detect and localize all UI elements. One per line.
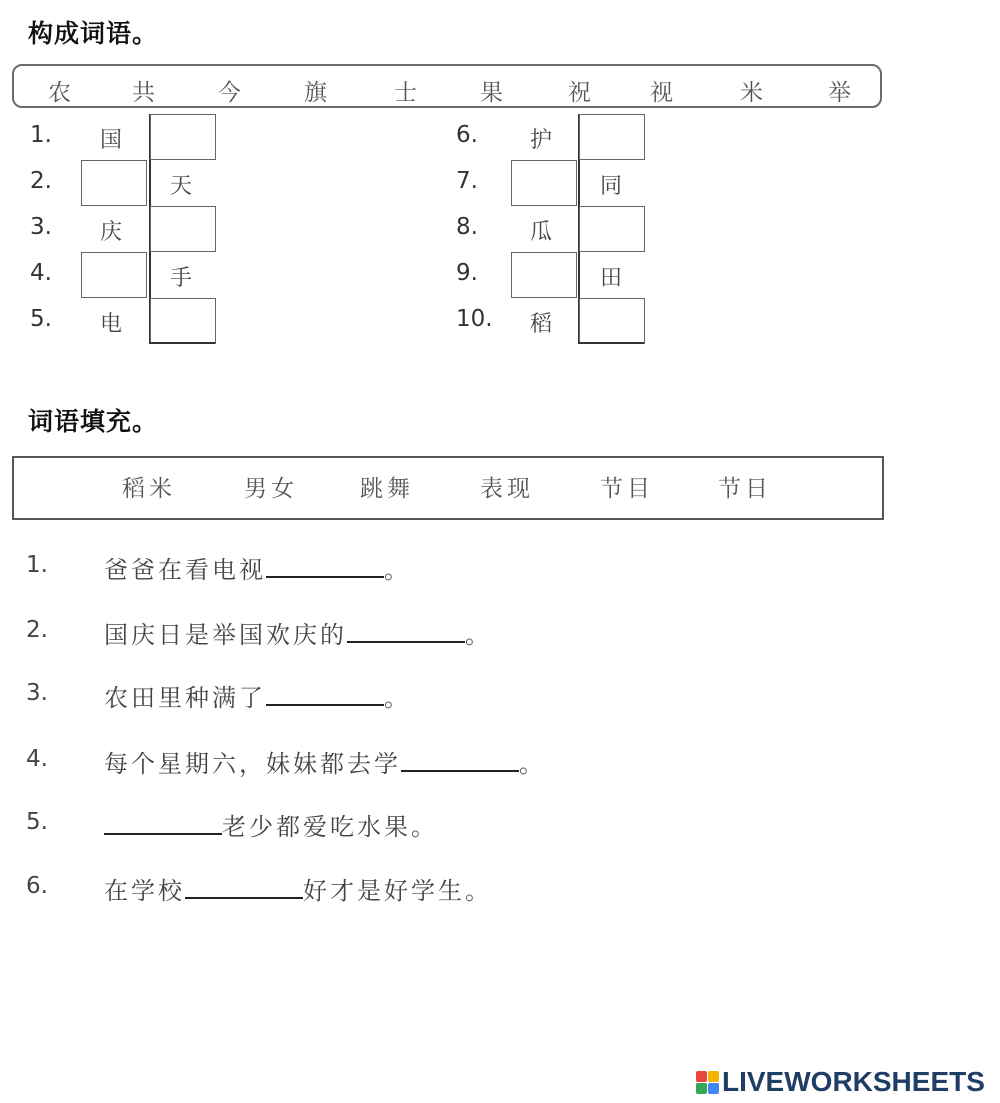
answer-box[interactable] (81, 160, 147, 206)
question-number: 6. (456, 122, 478, 148)
bank-character[interactable]: 祝 (568, 80, 591, 106)
sentence-after-text: 。 (465, 621, 492, 649)
logo-square (696, 1083, 707, 1094)
question-number: 4. (30, 260, 52, 286)
fill-in-sentence (104, 615, 492, 650)
liveworksheets-logo-icon (696, 1071, 719, 1094)
bank-character[interactable]: 共 (132, 80, 155, 106)
question-number: 10. (456, 306, 493, 332)
question-number: 2. (30, 168, 52, 194)
answer-box[interactable] (150, 114, 216, 160)
given-character: 田 (600, 266, 623, 291)
bank-character[interactable]: 士 (394, 80, 417, 106)
sentence-before-text: 国庆日是举国欢庆的 (104, 621, 347, 649)
logo-square (708, 1071, 719, 1082)
bank-word[interactable]: 稻米 (122, 476, 176, 502)
row-divider (149, 252, 151, 298)
given-character: 同 (600, 174, 623, 199)
answer-blank[interactable] (347, 619, 465, 643)
answer-blank[interactable] (185, 875, 303, 899)
bank-character[interactable]: 视 (650, 80, 673, 106)
row-divider (578, 160, 580, 206)
answer-box[interactable] (511, 252, 577, 298)
sentence-number: 6. (26, 873, 48, 899)
sentence-after-text: 老少都爱吃水果。 (222, 813, 438, 841)
question-number: 9. (456, 260, 478, 286)
section1-title: 构成词语。 (28, 19, 159, 48)
row-divider (149, 160, 151, 206)
sentence-before-text: 农田里种满了 (104, 684, 266, 712)
given-character: 稻 (530, 312, 553, 337)
bank-word[interactable]: 节目 (600, 476, 654, 502)
question-number: 5. (30, 306, 52, 332)
bank-word[interactable]: 表现 (480, 476, 534, 502)
character-bank (12, 64, 882, 108)
sentence-number: 5. (26, 809, 48, 835)
liveworksheets-logo (696, 1066, 985, 1098)
fill-in-sentence (104, 807, 438, 842)
row-divider (578, 252, 580, 298)
answer-box[interactable] (579, 298, 645, 344)
answer-blank[interactable] (266, 682, 384, 706)
given-character: 护 (530, 128, 553, 153)
sentence-after-text: 。 (384, 684, 411, 712)
sentence-after-text: 好才是好学生。 (303, 877, 492, 905)
bank-word[interactable]: 男女 (244, 476, 298, 502)
answer-box[interactable] (579, 114, 645, 160)
sentence-before-text: 每个星期六，妹妹都去学 (104, 750, 401, 778)
answer-blank[interactable] (104, 811, 222, 835)
answer-box[interactable] (81, 252, 147, 298)
fill-in-sentence (104, 744, 546, 779)
answer-box[interactable] (579, 206, 645, 252)
logo-square (708, 1083, 719, 1094)
bank-character[interactable]: 农 (48, 80, 71, 106)
given-character: 国 (100, 128, 123, 153)
bank-character[interactable]: 米 (740, 80, 763, 106)
bank-word[interactable]: 跳舞 (360, 476, 414, 502)
given-character: 电 (100, 312, 123, 337)
fill-in-sentence (104, 550, 411, 585)
bank-character[interactable]: 旗 (304, 80, 327, 106)
fill-in-sentence (104, 871, 492, 906)
brand-name: LIVEWORKSHEETS (722, 1066, 985, 1097)
section2-title: 词语填充。 (28, 407, 159, 436)
sentence-number: 3. (26, 680, 48, 706)
grid-bottom-line (578, 342, 644, 344)
bank-character[interactable]: 今 (218, 80, 241, 106)
sentence-before-text: 爸爸在看电视 (104, 556, 266, 584)
sentence-number: 4. (26, 746, 48, 772)
bank-character[interactable]: 举 (828, 80, 851, 106)
answer-box[interactable] (150, 298, 216, 344)
logo-square (696, 1071, 707, 1082)
given-character: 天 (170, 174, 193, 199)
sentence-before-text: 在学校 (104, 877, 185, 905)
question-number: 3. (30, 214, 52, 240)
bank-character[interactable]: 果 (480, 80, 503, 106)
question-number: 8. (456, 214, 478, 240)
given-character: 庆 (100, 220, 123, 245)
given-character: 瓜 (530, 220, 553, 245)
answer-blank[interactable] (266, 554, 384, 578)
sentence-after-text: 。 (384, 556, 411, 584)
sentence-after-text: 。 (519, 750, 546, 778)
answer-blank[interactable] (401, 748, 519, 772)
question-number: 7. (456, 168, 478, 194)
fill-in-sentence (104, 678, 411, 713)
sentence-number: 2. (26, 617, 48, 643)
bank-word[interactable]: 节日 (718, 476, 772, 502)
word-bank (12, 456, 884, 520)
answer-box[interactable] (150, 206, 216, 252)
grid-bottom-line (149, 342, 215, 344)
question-number: 1. (30, 122, 52, 148)
sentence-number: 1. (26, 552, 48, 578)
given-character: 手 (170, 266, 193, 291)
answer-box[interactable] (511, 160, 577, 206)
